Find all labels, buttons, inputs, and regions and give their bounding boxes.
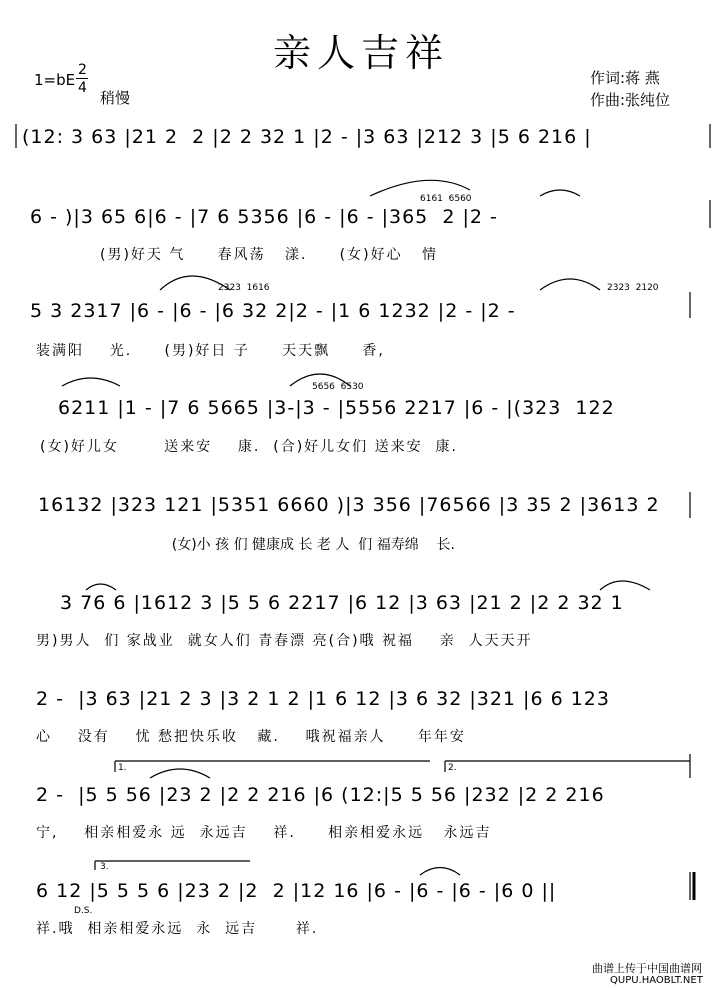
- system-3-notes: 5 3 2317 |6 - |6 - |6 32 2|2 - |1 6 1232 |2 - |2 -: [30, 300, 523, 322]
- song-title: 亲人吉祥: [272, 31, 449, 75]
- system-3-lyrics: 装满阳 光. (男)好日 子 天天飘 香,: [36, 343, 385, 359]
- time-signature-top: 2: [78, 62, 87, 78]
- system-6-lyrics: 男)男人 们 家战业 就女人们 青春漂 亮(合)哦 祝福 亲 人天天开: [36, 633, 533, 649]
- system-4-lyrics: (女)好儿女 送来安 康. (合)好儿女们 送来安 康.: [40, 439, 458, 455]
- volta-3-label: 3.: [100, 862, 109, 872]
- system-1-notes: (12: 3 63 |21 2 2 |2 2 32 1 |2 - |3 63 |212 3 |5 6 216 |: [22, 126, 592, 148]
- volta-1-label: 1.: [118, 763, 127, 773]
- volta-2-label: 2.: [448, 763, 457, 773]
- footer-site-url: QUPU.HAOBLT.NET: [610, 975, 703, 986]
- footer-site-name: 曲谱上传于中国曲谱网: [592, 962, 702, 975]
- key-tonic: 1=: [34, 71, 57, 89]
- system-3-grace-notes-a: 2323 1616: [218, 283, 270, 293]
- system-7-notes: 2 - |3 63 |21 2 3 |3 2 1 2 |1 6 12 |3 6 32 |321 |6 6 123: [36, 688, 618, 710]
- system-4-grace-notes: 5656 6530: [312, 382, 364, 392]
- system-3-grace-notes-b: 2323 2120: [607, 283, 659, 293]
- system-9-notes: 6 12 |5 5 5 6 |23 2 |2 2 |12 16 |6 - |6 - |6 - |6 0 ||: [36, 880, 557, 902]
- system-4-notes: 6211 |1 - |7 6 5665 |3-|3 - |5556 2217 |6 - |(323 122: [58, 397, 615, 419]
- system-2-lyrics: (男)好天 气 春风荡 漾. (女)好心 情: [100, 247, 438, 263]
- tempo-marking: 稍慢: [100, 89, 131, 107]
- time-signature-bottom: 4: [78, 80, 87, 96]
- composer-credit: 作曲:张纯位: [590, 91, 671, 109]
- system-8-lyrics: 宁, 相亲相爱永 远 永远吉 祥. 相亲相爱永远 永远吉: [36, 825, 492, 841]
- key-name: bE: [56, 71, 76, 89]
- system-6-notes: 3 76 6 |1612 3 |5 5 6 2217 |6 12 |3 63 |21 2 |2 2 32 1: [60, 592, 624, 614]
- lyricist-credit: 作词:蒋 燕: [590, 69, 660, 87]
- system-5-lyrics: (女)小 孩 们 健康成 长 老 人 们 福寿绵 长.: [16, 537, 455, 553]
- system-5-notes: 16132 |323 121 |5351 6660 )|3 356 |76566 |3 35 2 |3613 2: [38, 494, 660, 516]
- system-7-lyrics: 心 没有 忧 愁把快乐收 藏. 哦祝福亲人 年年安: [36, 729, 466, 745]
- system-8-notes: 2 - |5 5 56 |23 2 |2 2 216 |6 (12:|5 5 56 |232 |2 2 216: [36, 784, 612, 806]
- dal-segno-marking: D.S.: [74, 906, 93, 916]
- system-9-lyrics: 祥.哦 相亲相爱永远 永 远吉 祥.: [36, 921, 319, 937]
- system-2-notes: 6 - )|3 65 6|6 - |7 6 5356 |6 - |6 - |365 2 |2 -: [30, 206, 505, 228]
- system-2-grace-notes: 6161 6560: [420, 194, 472, 204]
